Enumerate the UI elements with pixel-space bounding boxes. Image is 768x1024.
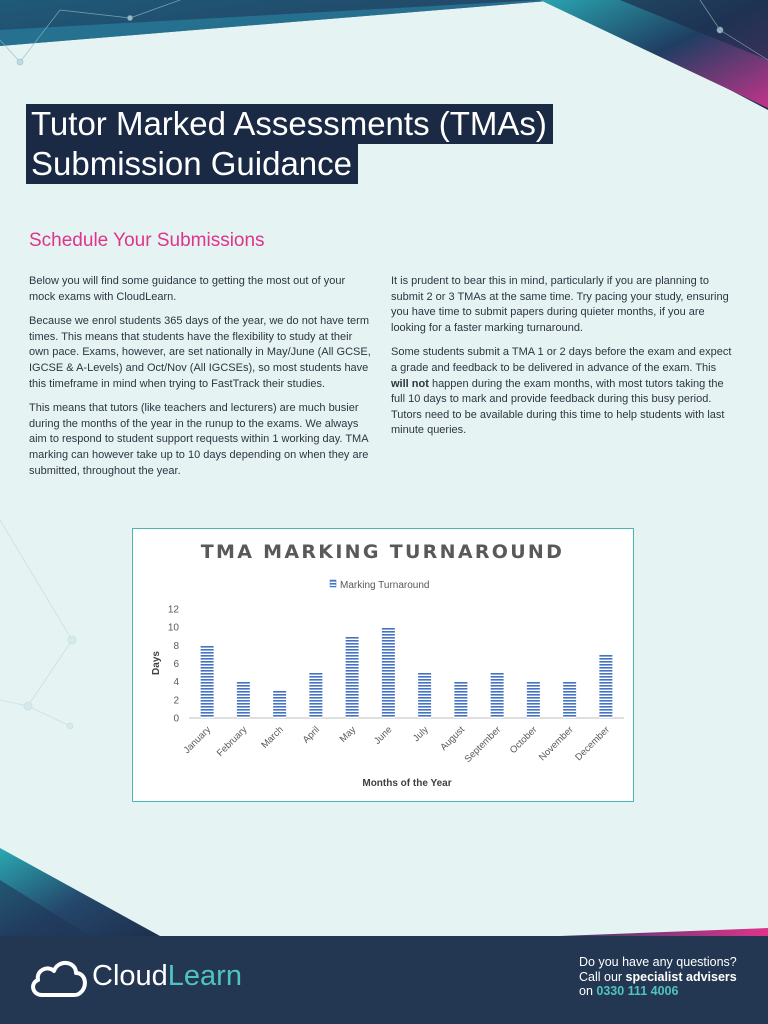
y-tick-label: 4 [173,677,179,689]
right-paragraph-2-start: Some students submit a TMA 1 or 2 days before the exam and expect a grade and feedback to be delivered in advance of the exam. This [391,346,732,374]
chart-title: TMA MARKING TURNAROUND [200,541,565,563]
bar-march [273,691,286,718]
left-paragraph-1: Below you will find some guidance to getting the most out of your mock exams with CloudLearn. [29,275,346,303]
contact-advisers-line [579,970,737,985]
left-paragraph-3: This means that tutors (like teachers and lecturers) are much busier during the months of the year in the runup to the exams. We always aim to respond to student support requests within 1 working day. TMA marking can however take up to 10 days depending on when they are submitted, throughout the year. [29,402,369,477]
contact-advisers: specialist advisers [625,969,737,984]
y-tick-label: 8 [173,640,179,652]
x-tick-label: November [536,724,576,764]
x-axis-label: Months of the Year [362,778,452,789]
y-tick-label: 6 [173,659,179,670]
contact-info [579,955,737,999]
logo-text-learn: Learn [167,960,242,992]
right-paragraph-2-emphasis: will not [391,377,429,390]
y-axis-label: Days [151,651,162,675]
phone-number[interactable]: 0330 111 4006 [596,984,679,998]
x-tick-label: January [181,724,214,757]
bar-september [491,673,504,718]
right-paragraph-2 [391,345,736,439]
left-paragraph-2: Because we enrol students 365 days of the year, we do not have term times. This means that students have the flexibility to study at their own pace. Exams, however, are set nationally in May/June (All GCSE, IGCSE & A-Levels) and Oct/Nov (All IGCSEs), so most students have this timeframe in mind when trying to FastTrack their studies. [29,315,371,390]
contact-call-prefix: Call our [579,969,626,984]
title-line-2: Submission Guidance [26,144,358,184]
x-axis-ticks [182,724,612,765]
x-tick-label: May [337,724,359,745]
y-tick-label: 2 [173,695,179,707]
x-tick-label: June [372,724,395,747]
bar-may [346,636,359,718]
left-column [29,274,374,488]
x-tick-label: October [507,724,540,757]
bar-august [454,682,467,718]
y-tick-label: 12 [167,604,179,616]
chart-bars [201,627,613,718]
y-axis-ticks [168,605,180,725]
bar-june [382,627,395,718]
x-tick-label: August [438,724,467,754]
x-tick-label: December [573,724,612,764]
x-tick-label: July [411,724,431,745]
section-heading: Schedule Your Submissions [29,230,265,251]
bar-january [201,645,214,718]
right-column [391,274,736,448]
bar-february [237,682,250,718]
x-tick-label: February [214,724,250,760]
bar-july [418,673,431,718]
bar-december [599,654,612,718]
bar-october [527,682,540,718]
right-paragraph-1: It is prudent to bear this in mind, particularly if you are planning to submit 2 or 3 TMAs at the same time. Try pacing your study, ensuring you have time to submit papers during quieter months, if you are looking for a faster marking turnaround. [391,275,729,334]
bar-november [563,682,576,718]
cloudlearn-logo[interactable] [92,960,242,993]
chart-legend [330,580,430,591]
y-tick-label: 0 [173,713,179,725]
contact-question: Do you have any questions? [579,955,737,969]
logo-text-cloud: Cloud [92,960,168,992]
contact-on-prefix: on [579,984,597,998]
legend-swatch [330,580,336,587]
contact-phone-line [579,984,737,999]
bar-april [309,673,322,718]
right-paragraph-2-end: happen during the exam months, with most tutors taking the full 10 days to mark and provide feedback during this busy period. Tutors need to be available during this time to help students with last minute queries. [391,377,725,437]
legend-label: Marking Turnaround [340,580,430,591]
marking-turnaround-chart [133,529,632,800]
cloud-icon [28,955,88,999]
x-tick-label: September [462,724,504,765]
x-tick-label: April [300,724,322,746]
chart-container [132,528,634,802]
page-title [26,104,553,184]
y-tick-label: 10 [167,622,179,634]
title-line-1: Tutor Marked Assessments (TMAs) [26,104,553,144]
x-tick-label: March [259,724,286,751]
